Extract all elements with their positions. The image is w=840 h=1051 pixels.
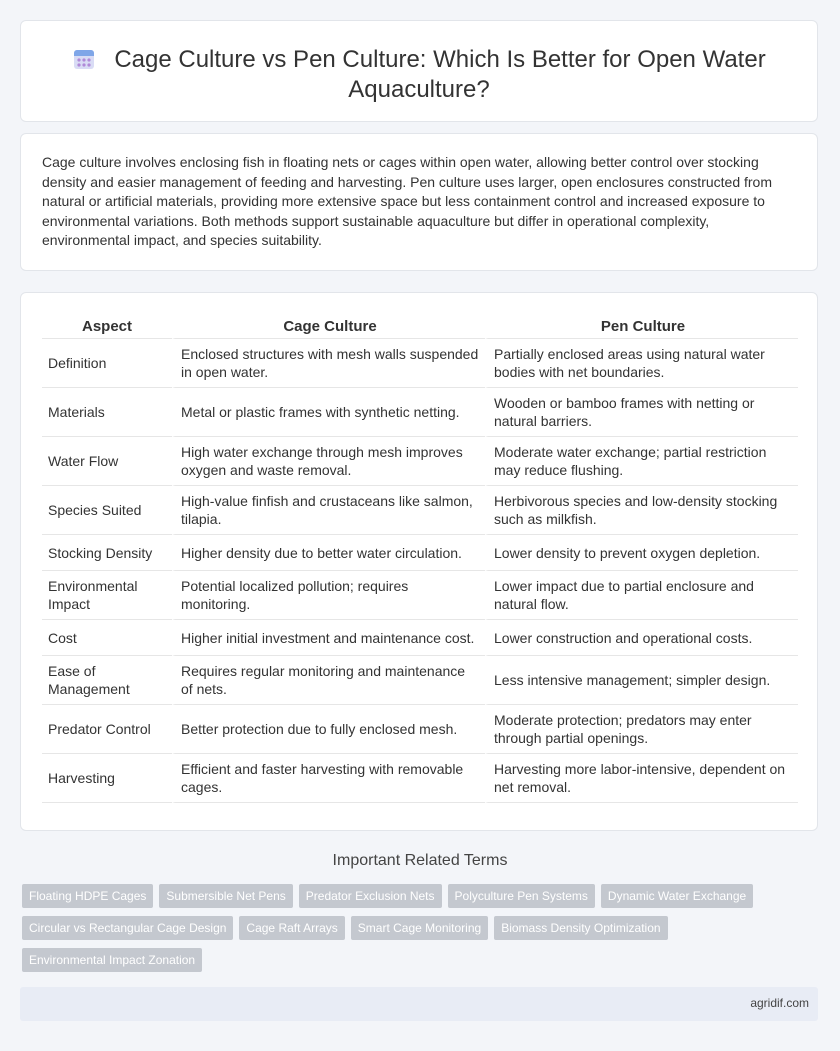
table-row: [42, 535, 798, 571]
row-aspect: Species Suited: [42, 486, 172, 535]
intro-paragraph: Cage culture involves enclosing fish in floating nets or cages within open water, allowing better control over stocking density and easier management of feeding and harvesting. Pen culture uses larger, open enclosures constructed from natural or artificial materials, providing more extensive space but less containment control and increased exposure to environmental variations. Both methods support sustainable aquaculture but differ in operational complexity, environmental impact, and species suitability.: [42, 154, 772, 248]
related-term-tag[interactable]: Dynamic Water Exchange: [601, 884, 753, 908]
row-cage: Higher density due to better water circulation.: [172, 535, 485, 571]
row-pen: Herbivorous species and low-density stocking such as milkfish.: [485, 486, 798, 535]
header-pen-culture: Pen Culture: [485, 310, 798, 339]
row-cage: Metal or plastic frames with synthetic netting.: [172, 388, 485, 437]
row-cage: Better protection due to fully enclosed mesh.: [172, 705, 485, 754]
related-terms-title: Important Related Terms: [332, 852, 508, 869]
row-cage: Potential localized pollution; requires monitoring.: [172, 571, 485, 620]
footer-site-link[interactable]: agridif.com: [750, 996, 809, 1010]
row-aspect: Ease of Management: [42, 656, 172, 705]
table-header-row: [42, 310, 798, 339]
calendar-grid-icon: [72, 47, 96, 71]
row-cage: Requires regular monitoring and maintenance of nets.: [172, 656, 485, 705]
row-pen: Wooden or bamboo frames with netting or natural barriers.: [485, 388, 798, 437]
table-row: [42, 388, 798, 437]
row-aspect: Stocking Density: [42, 535, 172, 571]
comparison-table: [42, 310, 798, 803]
comparison-table-card: [20, 292, 818, 831]
related-term-tag[interactable]: Submersible Net Pens: [159, 884, 292, 908]
row-cage: High-value finfish and crustaceans like salmon, tilapia.: [172, 486, 485, 535]
row-pen: Lower density to prevent oxygen depletion.: [485, 535, 798, 571]
row-pen: Moderate water exchange; partial restriction may reduce flushing.: [485, 437, 798, 486]
related-term-tag[interactable]: Environmental Impact Zonation: [22, 948, 202, 972]
related-term-tag[interactable]: Smart Cage Monitoring: [351, 916, 488, 940]
row-pen: Lower impact due to partial enclosure and natural flow.: [485, 571, 798, 620]
header-aspect: Aspect: [42, 310, 172, 339]
table-row: [42, 486, 798, 535]
row-aspect: Predator Control: [42, 705, 172, 754]
row-aspect: Environmental Impact: [42, 571, 172, 620]
row-cage: Enclosed structures with mesh walls suspended in open water.: [172, 339, 485, 388]
row-aspect: Cost: [42, 620, 172, 656]
title-line-1: Cage Culture vs Pen Culture: Which Is Better for Open Water: [114, 46, 766, 73]
row-pen: Less intensive management; simpler design.: [485, 656, 798, 705]
row-cage: Higher initial investment and maintenance cost.: [172, 620, 485, 656]
row-pen: Partially enclosed areas using natural water bodies with net boundaries.: [485, 339, 798, 388]
related-term-tag[interactable]: Predator Exclusion Nets: [299, 884, 442, 908]
row-pen: Lower construction and operational costs.: [485, 620, 798, 656]
related-terms-list: [22, 884, 802, 980]
row-aspect: Water Flow: [42, 437, 172, 486]
related-term-tag[interactable]: Biomass Density Optimization: [494, 916, 667, 940]
related-term-tag[interactable]: Floating HDPE Cages: [22, 884, 153, 908]
table-row: [42, 620, 798, 656]
related-term-tag[interactable]: Cage Raft Arrays: [239, 916, 344, 940]
table-row: [42, 339, 798, 388]
row-aspect: Definition: [42, 339, 172, 388]
row-pen: Harvesting more labor-intensive, dependent on net removal.: [485, 754, 798, 803]
row-aspect: Materials: [42, 388, 172, 437]
table-row: [42, 754, 798, 803]
table-row: [42, 656, 798, 705]
row-cage: High water exchange through mesh improves oxygen and waste removal.: [172, 437, 485, 486]
footer: [20, 987, 818, 1021]
table-row: [42, 437, 798, 486]
row-pen: Moderate protection; predators may enter through partial openings.: [485, 705, 798, 754]
table-row: [42, 705, 798, 754]
table-row: [42, 571, 798, 620]
row-aspect: Harvesting: [42, 754, 172, 803]
intro-card: [20, 133, 818, 271]
title-line-2: Aquaculture?: [348, 76, 490, 103]
header-cage-culture: Cage Culture: [172, 310, 485, 339]
page-title: [21, 45, 817, 105]
related-term-tag[interactable]: Polyculture Pen Systems: [448, 884, 595, 908]
related-term-tag[interactable]: Circular vs Rectangular Cage Design: [22, 916, 233, 940]
row-cage: Efficient and faster harvesting with removable cages.: [172, 754, 485, 803]
header-card: [20, 20, 818, 122]
